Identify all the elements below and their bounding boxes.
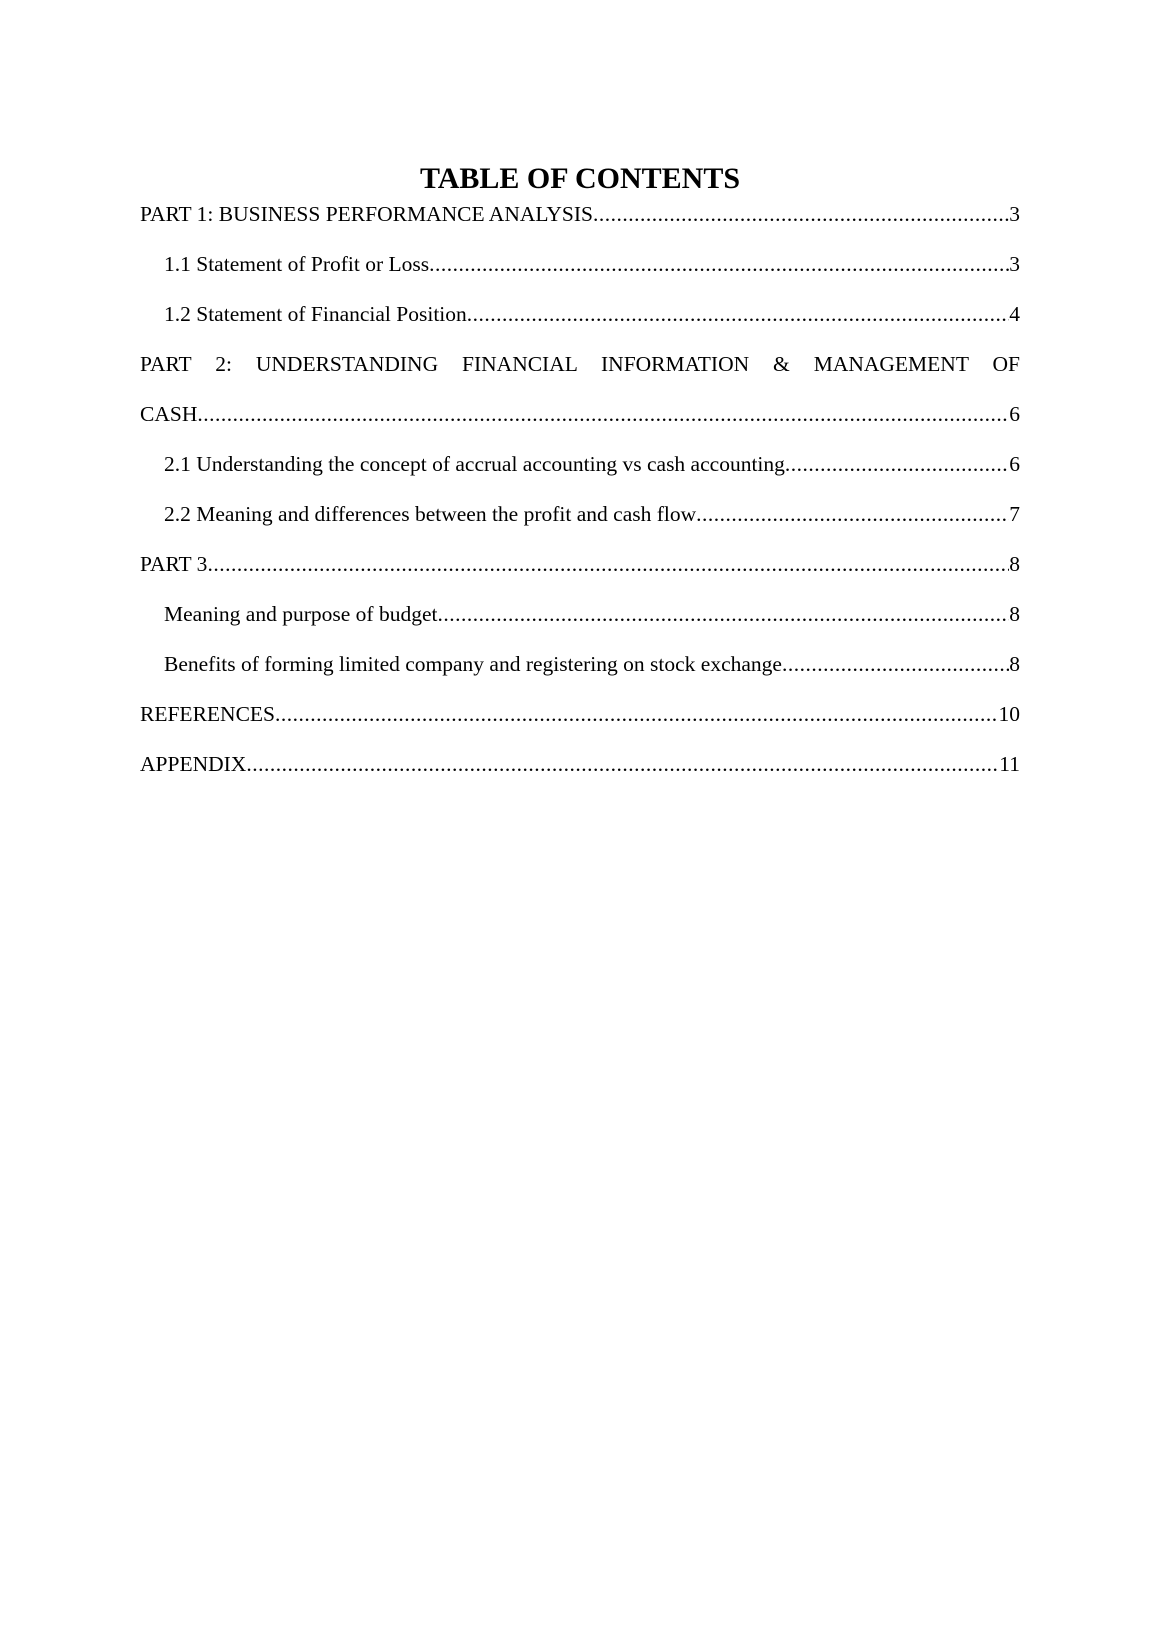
toc-title: TABLE OF CONTENTS xyxy=(419,162,741,195)
toc-leader-dots xyxy=(275,700,999,728)
toc-entry-label: 1.1 Statement of Profit or Loss xyxy=(164,252,430,276)
toc-entry-part-3[interactable] xyxy=(140,550,1020,578)
toc-entry-label: PART 3 xyxy=(140,552,208,576)
toc-leader-dots xyxy=(207,550,1009,578)
toc-leader-dots xyxy=(467,300,1009,328)
toc-entry-page: 8 xyxy=(1009,552,1020,576)
toc-entry-references[interactable] xyxy=(140,700,1020,728)
toc-entry-label: 2.2 Meaning and differences between the profit and cash flow xyxy=(164,502,697,526)
toc-entry-page: 10 xyxy=(998,702,1020,726)
toc-entry-page: 3 xyxy=(1009,202,1020,226)
toc-entry-label-line-1: PART 2: UNDERSTANDING FINANCIAL INFORMATION & MANAGEMENT OF xyxy=(140,352,1020,376)
toc-leader-dots xyxy=(246,750,999,778)
toc-entry-part-1[interactable] xyxy=(140,200,1020,228)
toc-entry-page: 8 xyxy=(1009,602,1020,626)
toc-entry-page: 11 xyxy=(999,752,1020,776)
toc-entry-page: 4 xyxy=(1009,302,1020,326)
toc-leader-dots xyxy=(197,400,1009,428)
toc-entry-page: 8 xyxy=(1009,652,1020,676)
toc-entry-label: APPENDIX xyxy=(140,752,247,776)
toc-leader-dots xyxy=(429,250,1009,278)
toc-entry-label-line-2: CASH xyxy=(140,402,198,426)
toc-entry-2-1[interactable] xyxy=(140,450,1020,478)
toc-entry-label: Meaning and purpose of budget xyxy=(164,602,438,626)
toc-leader-dots xyxy=(785,450,1009,478)
toc-entry-label: 1.2 Statement of Financial Position xyxy=(164,302,467,326)
toc-leader-dots xyxy=(696,500,1009,528)
toc-entry-2-2[interactable] xyxy=(140,500,1020,528)
toc-list xyxy=(140,200,1020,800)
toc-entry-appendix[interactable] xyxy=(140,750,1020,778)
toc-leader-dots xyxy=(437,600,1009,628)
toc-entry-label: 2.1 Understanding the concept of accrual accounting vs cash accounting xyxy=(164,452,785,476)
toc-entry-1-2[interactable] xyxy=(140,300,1020,328)
toc-entry-page: 6 xyxy=(1009,402,1020,426)
toc-entry-limited-company[interactable] xyxy=(140,650,1020,678)
toc-entry-label: PART 1: BUSINESS PERFORMANCE ANALYSIS xyxy=(140,202,593,226)
toc-entry-1-1[interactable] xyxy=(140,250,1020,278)
toc-entry-label: REFERENCES xyxy=(140,702,275,726)
toc-leader-dots xyxy=(593,200,1009,228)
toc-leader-dots xyxy=(782,650,1009,678)
toc-entry-budget[interactable] xyxy=(140,600,1020,628)
toc-entry-page: 7 xyxy=(1009,502,1020,526)
toc-entry-label: Benefits of forming limited company and registering on stock exchange xyxy=(164,652,782,676)
toc-entry-page: 6 xyxy=(1009,452,1020,476)
toc-entry-part-2[interactable] xyxy=(140,350,1020,428)
toc-entry-page: 3 xyxy=(1009,252,1020,276)
